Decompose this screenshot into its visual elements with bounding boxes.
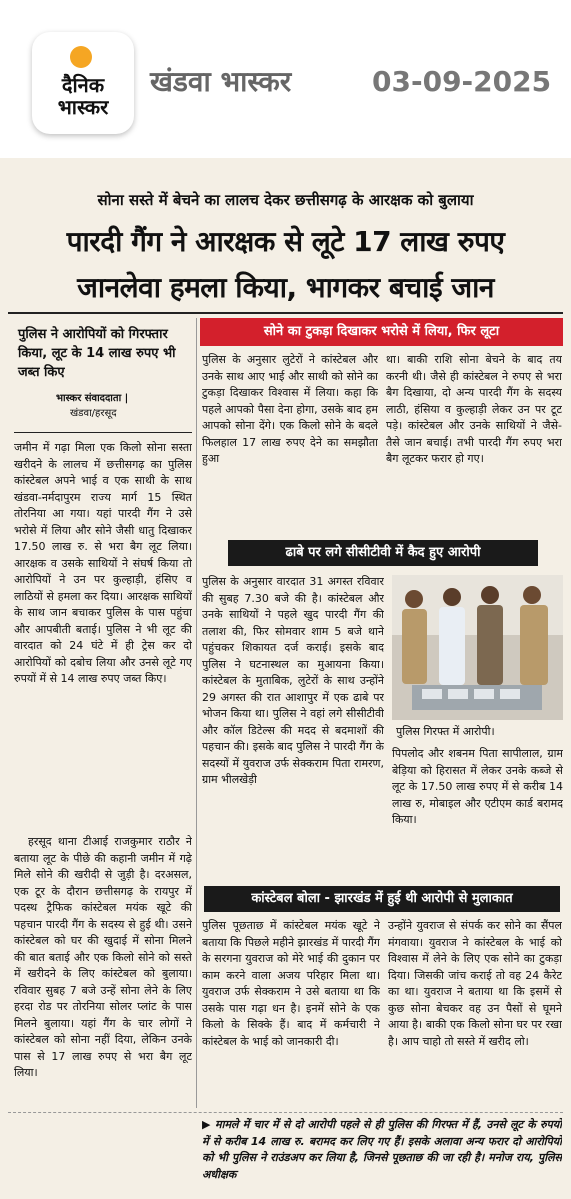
side-headline: पुलिस ने आरोपियों को गिरफ्तार किया, लूट के 14 लाख रुपए भी जब्त किए: [18, 327, 176, 380]
section1-title: सोने का टुकड़ा दिखाकर भरोसे में लिया, फिर लूटा: [200, 318, 563, 346]
section3-col-b: उन्होंने युवराज से संपर्क कर सोने का सैंपल मंगवाया। युवराज ने कांस्टेबल के भाई को विश्वास में लेने के लिए एक सोने का टुकड़ा दिया। जिसकी जांच कराई तो वह 24 कैरेट का था। युवराज ने बताया था कि इसमें से कुछ सोना बेचकर वह उन पैसों से घूमने आया है। बाकी एक किलो सोना घर पर रखा है। आप चाहो तो सस्ते में खरीद लो।: [388, 919, 562, 1048]
section1-col-b: था। बाकी राशि सोना बेचने के बाद तय करनी थी। जैसे ही कांस्टेबल ने रुपए से भरा बैग दिखाया, दो अन्य पारदी गैंग के सदस्य लाठी, हंसिया व कुल्हाड़ी लेकर उन पर टूट पड़े। कांस्टेबल और उनके साथियों ने जैसे-तैसे जान बचाई। तभी पारदी गैंग रुपए भरा बैग लूटकर फरार हो गए।: [386, 353, 562, 465]
section2-col-a: पुलिस के अनुसार वारदात 31 अगस्त रविवार की सुबह 7.30 बजे की है। कांस्टेबल और उनके साथियों ने पहले खुद पारदी गैंग की तलाश की, फिर सोमवार शाम 5 बजे थाने पहुंचकर शिकायत दर्ज कराई। इसके बाद पुलिस ने घटनास्थल का मुआयना किया। कांस्टेबल के मुताबिक, लुटेरों के साथ उन्होंने 29 अगस्त की रात आशापुर में एक ढाबे पर भोजन किया था। पुलिस ने वहां लगे सीसीटीवी और कॉल डिटेल्स की मदद से बदमाशों की पहचान की। इसके बाद पुलिस ने पारदी गैंग के सदस्यों में युवराज उर्फ सेक्कराम पिता रामरण, ग्राम भीलखेड़ी: [202, 575, 384, 786]
col1-paragraph-2: हरसूद थाना टीआई राजकुमार राठौर ने बताया लूट के पीछे की कहानी जमीन में गढ़े मिले सोने की खरीदी से जुड़ी है। दरअसल, एक टूर के दौरान छत्तीसगढ़ के रायपुर में पदस्थ ट्रैफिक कांस्टेबल मयंक खूटे की पहचान पारदी गैंग के सदस्य से हुई थी। उसने कांस्टेबल को घर की खुदाई में सोना मिलने की बात बताई और एक किलो सोने को सस्ते में खरीदने के लिए कांस्टेबल को बुलाया। रविवार सुबह 7 बजे उन्हें सोना लेने के लिए हरदा रोड पर तोरनिया सोलर प्लांट के पास मिलने बुलाया। यहां गैंग के चार लोगों ने कांस्टेबल को सोना नहीं दिया, लेकिन उनके पास से 17 लाख रुपए से भरा बैग लूट लिया।: [14, 835, 192, 1079]
logo-text-line1: दैनिक: [61, 73, 105, 97]
section1-col-a: पुलिस के अनुसार लुटेरों ने कांस्टेबल और उनके साथ आए भाई और साथी को सोने का टुकड़ा दिखाकर विश्वास में लिया। कहा कि पहले आपको पैसा देना होगा, उसके बाद हम आपको सोना देंगे। एक किलो सोने के बदले फिलहाल 17 लाख रुपए देने का समझौता हुआ: [202, 353, 378, 465]
article-kicker: सोना सस्ते में बेचने का लालच देकर छत्तीसगढ़ के आरक्षक को बुलाया: [97, 191, 474, 209]
dainik-bhaskar-logo[interactable]: [32, 32, 134, 134]
column-divider: [196, 318, 197, 1108]
photo-caption: पुलिस गिरफ्त में आरोपी।: [396, 725, 495, 738]
dateline: खंडवा/हरसूद: [70, 408, 117, 419]
headline-line2: जानलेवा हमला किया, भागकर बचाई जान: [77, 271, 494, 304]
app-header: [0, 0, 571, 158]
col1-paragraph-1: जमीन में गढ़ा मिला एक किलो सोना सस्ता खरीदने के लालच में छत्तीसगढ़ का पुलिस कांस्टेबल अपने भाई व एक साथी के साथ खंडवा-नर्मदापुरम राज्य मार्ग 15 स्थित तोरनिया आ गया। यहां पारदी गैंग ने उसे भरोसे में लिया और सोने जैसी धातु दिखाकर 17.50 लाख रु. से भरा बैग लूट लिया। आरक्षक व उसके साथियों ने संघर्ष किया तो आरोपियों ने उन पर कुल्हाड़ी, हंसिए व लाठियों से हमला कर दिया। आरक्षक साथियों के साथ जान बचाकर पुलिस के पास पहुंचा और आपबीती बताई। पुलिस ने भी लूट की वारदात को 24 घंटे में ही ट्रेस कर दो आरोपियों को दबोच लिया और उनसे लूटे गए रुपयों में से 14 लाख रुपए जब्त किए।: [14, 441, 192, 685]
section2-title: ढाबे पर लगे सीसीटीवी में कैद हुए आरोपी: [228, 540, 538, 566]
edition-date: 03-09-2025: [372, 65, 552, 98]
sun-logo-icon: [70, 46, 92, 68]
section2-col-b: पिपलोद और शबनम पिता सापीलाल, ग्राम बेड़िया को हिरासत में लेकर उनके कब्जे से लूट के 17.50 लाख रुपए में से करीब 14 लाख रु, मोबाइल और एटीएम कार्ड बरामद किया।: [392, 747, 563, 826]
bottom-note: ▶ मामले में चार में से दो आरोपी पहले से ही पुलिस की गिरफ्त में हैं, उनसे लूट के रुपयों में से करीब 14 लाख रु. बरामद कर लिए गए हैं। इसके अलावा अन्य फरार दो आरोपियों को भी पुलिस ने राउंडअप कर लिया है, जिनसे पूछताछ की जा रही है। मनोज राय, पुलिस अधीक्षक: [202, 1118, 562, 1181]
section3-col-a: पुलिस पूछताछ में कांस्टेबल मयंक खूटे ने बताया कि पिछले महीने झारखंड में पारदी गैंग के सरगना युवराज को मेरे भाई की दुकान पर काम करने वाला अजय परिहार मिला था। युवराज उर्फ सेक्कराम ने उसे बताया था कि उसके पास गढ़ा धन है। इनमें सोने के एक किलो के सिक्के हैं। बाद में कर्मचारी ने कांस्टेबल के भाई को जानकारी दी।: [202, 919, 380, 1048]
headline-line1: पारदी गैंग ने आरक्षक से लूटे 17 लाख रुपए: [66, 225, 505, 258]
police-with-accused-image: [392, 575, 563, 720]
police-statement-box: [8, 1112, 563, 1193]
accused-photo: [392, 575, 563, 720]
byline-rule: [14, 432, 192, 433]
section3-title: कांस्टेबल बोला - झारखंड में हुई थी आरोपी से मुलाकात: [204, 886, 560, 912]
edition-title: खंडवा भास्कर: [150, 65, 292, 98]
byline: भास्कर संवाददाता |: [56, 393, 129, 404]
headline-rule: [8, 312, 563, 314]
logo-text-line2: भास्कर: [57, 95, 109, 119]
